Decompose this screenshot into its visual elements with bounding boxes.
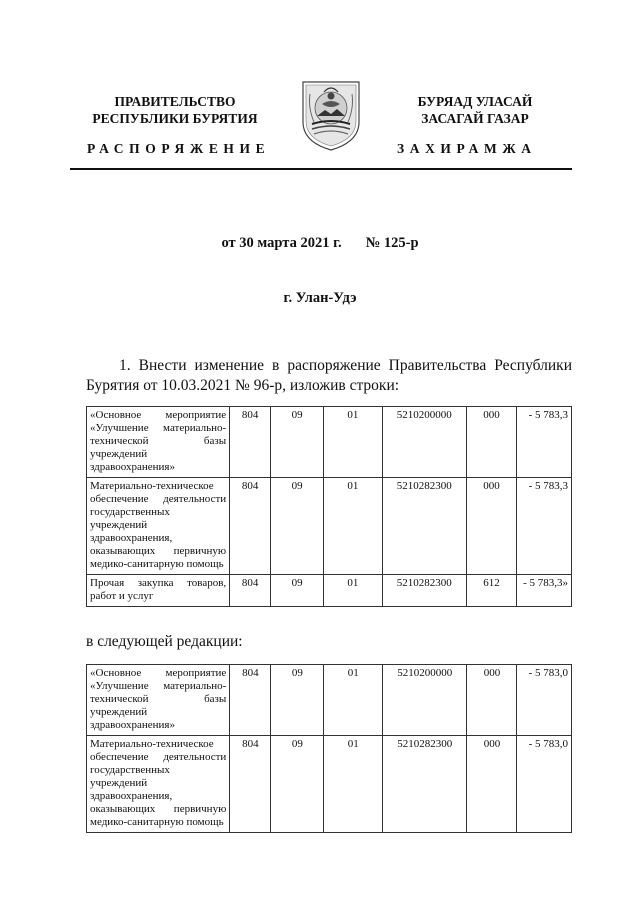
table-row	[87, 665, 572, 736]
cell-target-article: 5210282300	[382, 575, 466, 607]
header-divider	[70, 168, 572, 170]
cell-amount: - 5 783,3»	[516, 575, 571, 607]
cell-subsection: 01	[324, 575, 382, 607]
cell-amount: - 5 783,0	[517, 665, 572, 736]
cell-section: 09	[271, 665, 324, 736]
cell-ministry: 804	[230, 407, 271, 478]
table-old-lines	[86, 406, 572, 607]
date-line	[0, 235, 640, 252]
cell-expense-type: 000	[467, 665, 517, 736]
city: г. Улан-Удэ	[283, 290, 357, 306]
cell-amount: - 5 783,3	[516, 478, 571, 575]
cell-amount: - 5 783,3	[516, 407, 571, 478]
cell-ministry: 804	[230, 575, 271, 607]
header-right-line2: ЗАСАГАЙ ГАЗАР	[421, 111, 529, 126]
cell-expense-type: 000	[467, 736, 517, 833]
cell-name: «Основное мероприятие «Улучшение материально-технической базы учреждений здравоохранения»	[87, 407, 230, 478]
cell-expense-type: 612	[466, 575, 516, 607]
cell-section: 09	[271, 736, 324, 833]
cell-target-article: 5210282300	[382, 478, 466, 575]
table-row	[87, 736, 572, 833]
header-left-line2: РЕСПУБЛИКИ БУРЯТИЯ	[92, 111, 258, 126]
cell-section: 09	[271, 407, 324, 478]
cell-name: Материально-техническое обеспечение деятельности государственных учреждений здравоохранения, оказывающих первичную медико-санитарную помощь	[87, 478, 230, 575]
header-right	[380, 93, 570, 127]
cell-section: 09	[271, 575, 324, 607]
cell-name: Прочая закупка товаров, работ и услуг	[87, 575, 230, 607]
cell-subsection: 01	[324, 407, 382, 478]
table-row	[87, 478, 572, 575]
cell-name: «Основное мероприятие «Улучшение материально-технической базы учреждений здравоохранения»	[87, 665, 230, 736]
order-number: № 125-р	[365, 235, 419, 251]
cell-subsection: 01	[324, 736, 383, 833]
header-left-line1: ПРАВИТЕЛЬСТВО	[114, 94, 236, 109]
cell-amount: - 5 783,0	[517, 736, 572, 833]
cell-ministry: 804	[230, 736, 271, 833]
paragraph-1: 1. Внести изменение в распоряжение Правительства Республики Бурятия от 10.03.2021 № 96-р, изложив строки:	[86, 357, 572, 394]
coat-of-arms-icon	[300, 78, 362, 152]
cell-ministry: 804	[230, 478, 271, 575]
header-left	[70, 93, 280, 127]
header-right-line1: БУРЯАД УЛАСАЙ	[417, 94, 533, 109]
cell-target-article: 5210200000	[382, 665, 467, 736]
cell-subsection: 01	[324, 665, 383, 736]
cell-subsection: 01	[324, 478, 382, 575]
cell-ministry: 804	[230, 665, 271, 736]
cell-expense-type: 000	[466, 478, 516, 575]
order-date: от 30 марта 2021 г.	[221, 235, 342, 251]
table-row	[87, 407, 572, 478]
cell-target-article: 5210200000	[382, 407, 466, 478]
cell-name: Материально-техническое обеспечение деятельности государственных учреждений здравоохранения, оказывающих первичную медико-санитарную помощь	[87, 736, 230, 833]
table-row	[87, 575, 572, 607]
redaction-text: в следующей редакции:	[86, 633, 243, 650]
order-title-bua: ЗАХИРАМЖА	[397, 141, 537, 156]
order-title-ru: РАСПОРЯЖЕНИЕ	[87, 141, 271, 156]
cell-section: 09	[271, 478, 324, 575]
table-new-lines	[86, 664, 572, 833]
cell-expense-type: 000	[466, 407, 516, 478]
cell-target-article: 5210282300	[382, 736, 467, 833]
